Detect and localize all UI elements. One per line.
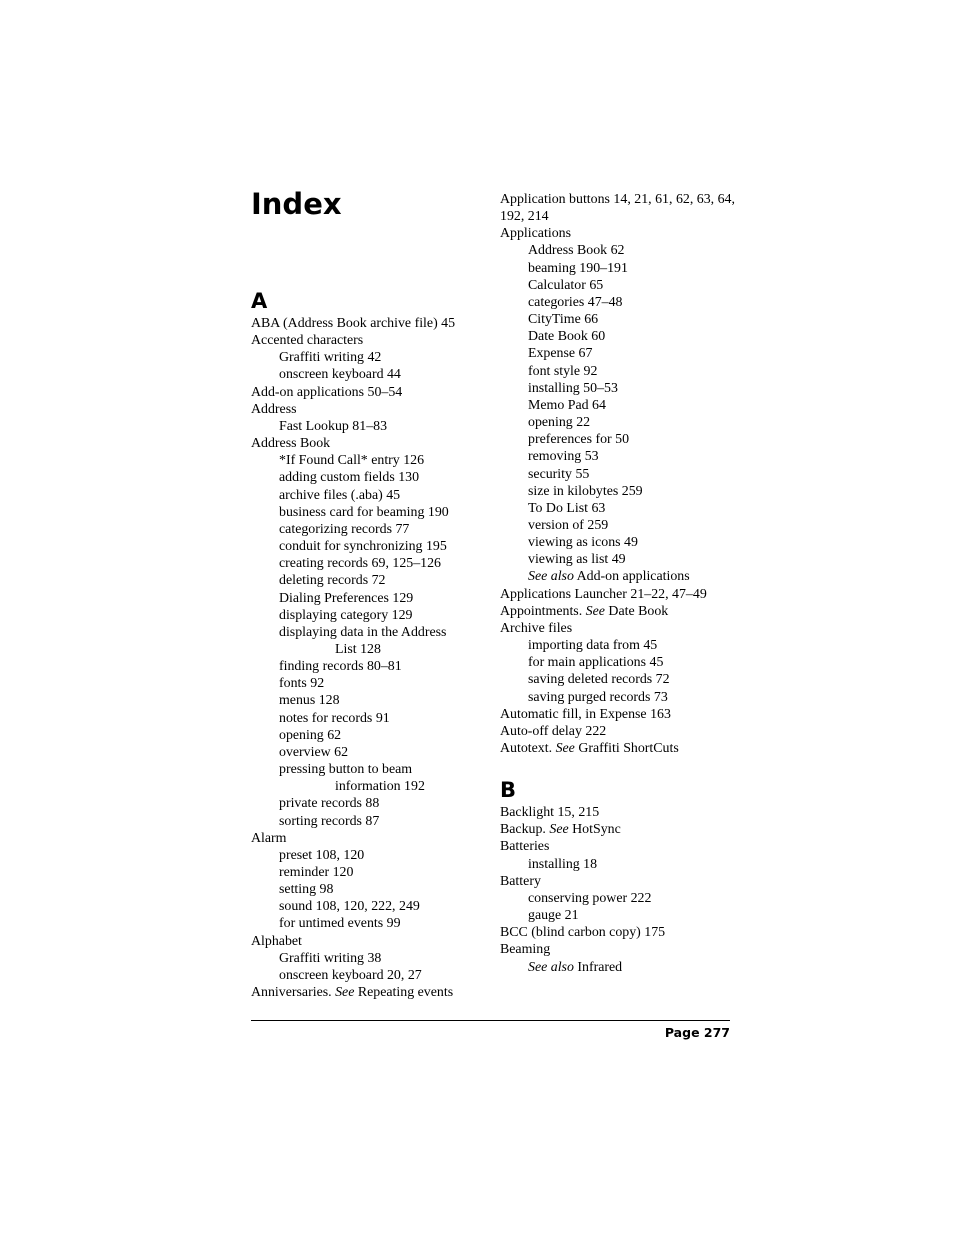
see-reference-label: See — [335, 985, 355, 1001]
index-entry-text: conduit for synchronizing 195 — [279, 539, 447, 555]
see-reference-label: See — [585, 603, 605, 619]
index-entry — [251, 864, 489, 881]
index-entry-text: BCC (blind carbon copy) 175 — [500, 925, 666, 941]
index-entry — [500, 706, 738, 723]
index-entry — [500, 225, 738, 242]
index-entry-text: displaying category 129 — [279, 607, 413, 623]
index-entry-text: gauge 21 — [528, 908, 579, 924]
index-entry-text: onscreen keyboard 44 — [279, 367, 401, 383]
index-entry — [251, 933, 489, 950]
index-entry-text: List 128 — [335, 641, 381, 657]
index-entry — [251, 521, 489, 538]
see-reference-target: Graffiti ShortCuts — [574, 741, 679, 756]
index-entry — [500, 941, 738, 958]
index-entry — [500, 414, 738, 431]
index-entry — [500, 191, 738, 225]
index-entry — [251, 727, 489, 744]
index-entry — [251, 418, 489, 435]
index-entry-text: CityTime 66 — [528, 312, 599, 328]
index-entry — [251, 487, 489, 504]
index-entry — [500, 723, 738, 740]
index-entry — [251, 315, 489, 332]
index-entry-text: notes for records 91 — [279, 710, 390, 726]
index-entry — [500, 483, 738, 500]
index-entry-text: overview 62 — [279, 744, 349, 760]
index-entry — [500, 568, 738, 585]
index-column-right — [500, 191, 738, 976]
index-entry — [500, 363, 738, 380]
index-entry-text: creating records 69, 125–126 — [279, 556, 442, 572]
index-entry — [500, 380, 738, 397]
index-entry-text: removing 53 — [528, 449, 599, 465]
index-entry — [500, 431, 738, 448]
index-entry-text: setting 98 — [279, 882, 334, 898]
index-entry — [500, 534, 738, 551]
index-entry — [500, 500, 738, 517]
index-entry — [500, 671, 738, 688]
index-entry-text: saving purged records 73 — [528, 689, 668, 705]
index-entry — [500, 654, 738, 671]
index-entry-text: preset 108, 120 — [279, 847, 365, 863]
index-entry-text: Address — [251, 401, 297, 417]
index-entry-text: Backup. — [500, 822, 550, 838]
index-entry — [500, 637, 738, 654]
index-entry-text: Autotext. — [500, 741, 556, 756]
index-entry — [500, 603, 738, 620]
section-letter-heading: B — [500, 778, 517, 803]
index-entry-text: size in kilobytes 259 — [528, 483, 643, 499]
index-entry-text: deleting records 72 — [279, 573, 386, 589]
index-entry-text: Applications — [500, 226, 571, 242]
index-entry-text: Auto-off delay 222 — [500, 723, 607, 739]
index-entry-text: Graffiti writing 38 — [279, 950, 382, 966]
index-entry-text: Expense 67 — [528, 346, 593, 362]
index-entry-text: Alphabet — [251, 933, 302, 949]
index-entry-text: Address Book 62 — [528, 243, 625, 259]
index-entry-text: Beaming — [500, 942, 551, 958]
index-entry-text: finding records 80–81 — [279, 659, 402, 675]
index-entry-text: onscreen keyboard 20, 27 — [279, 967, 422, 983]
index-entry — [500, 620, 738, 637]
index-entry-text: for main applications 45 — [528, 655, 664, 671]
index-entry — [500, 586, 738, 603]
index-entry — [251, 538, 489, 555]
index-entry-text: preferences for 50 — [528, 432, 630, 448]
index-entry — [251, 950, 489, 967]
index-entry — [500, 959, 738, 976]
index-entry-text: Anniversaries. — [251, 985, 336, 1001]
index-entry-text: viewing as list 49 — [528, 552, 626, 568]
index-entry-text: installing 18 — [528, 856, 598, 872]
index-entry — [500, 804, 738, 821]
index-entry — [251, 384, 489, 401]
index-entry-text: displaying data in the Address — [279, 624, 447, 640]
index-entry-text: for untimed events 99 — [279, 916, 401, 932]
index-entry — [251, 624, 489, 641]
index-entry — [500, 517, 738, 534]
index-entry — [500, 311, 738, 328]
index-entry — [251, 881, 489, 898]
index-entry-text: Accented characters — [251, 333, 364, 349]
footer-rule — [251, 1020, 730, 1021]
index-entry — [251, 607, 489, 624]
index-entry-text: categories 47–48 — [528, 294, 623, 310]
index-entry-text: installing 50–53 — [528, 380, 618, 396]
index-entry — [500, 466, 738, 483]
index-entry — [500, 260, 738, 277]
index-entry — [251, 504, 489, 521]
index-entry-text: Date Book 60 — [528, 329, 606, 345]
index-entry — [251, 366, 489, 383]
index-entry — [500, 856, 738, 873]
index-entry — [251, 744, 489, 761]
index-entry-text: Graffiti writing 42 — [279, 350, 382, 366]
index-entry — [251, 761, 489, 778]
page-number: Page 277 — [664, 1025, 730, 1040]
see-reference-target: Repeating events — [354, 985, 454, 1001]
index-entry — [500, 907, 738, 924]
index-entry-text: Calculator 65 — [528, 277, 604, 293]
see-reference-label: See — [555, 741, 575, 756]
index-entry-text: beaming 190–191 — [528, 260, 628, 276]
index-entry — [500, 345, 738, 362]
index-entry — [500, 924, 738, 941]
index-entry — [500, 873, 738, 890]
index-entry — [251, 967, 489, 984]
see-reference-label: See also — [528, 959, 574, 975]
index-entry — [251, 555, 489, 572]
index-entry — [500, 689, 738, 706]
index-entry-text: Application buttons 14, 21, 61, 62, 63, 64, 192, 214 — [500, 192, 735, 225]
index-entry — [251, 675, 489, 692]
index-entry — [251, 452, 489, 469]
index-entry — [251, 692, 489, 709]
index-entry — [500, 551, 738, 568]
section-letter-heading: A — [251, 289, 268, 313]
index-entry-text: pressing button to beam — [279, 762, 413, 778]
index-entry-text: Fast Lookup 81–83 — [279, 418, 388, 434]
index-entry-text: Alarm — [251, 830, 287, 846]
index-entry-text: opening 62 — [279, 727, 342, 743]
index-entry-text: Automatic fill, in Expense 163 — [500, 706, 671, 722]
index-entry-text: viewing as icons 49 — [528, 535, 638, 551]
index-entry — [500, 277, 738, 294]
see-reference-target: Infrared — [573, 959, 623, 975]
index-entry — [251, 915, 489, 932]
index-entry — [500, 890, 738, 907]
index-column-left — [251, 289, 489, 1001]
index-entry-text: fonts 92 — [279, 676, 325, 692]
index-entry-text: importing data from 45 — [528, 638, 658, 654]
index-entry — [500, 821, 738, 838]
index-entry-text: reminder 120 — [279, 865, 354, 880]
index-entry — [251, 435, 489, 452]
index-entry-text: business card for beaming 190 — [279, 504, 449, 520]
index-entry-text: version of 259 — [528, 517, 609, 533]
index-entry — [251, 830, 489, 847]
index-entry-text: font style 92 — [528, 363, 598, 379]
index-entry-text: categorizing records 77 — [279, 521, 410, 537]
index-entry — [251, 590, 489, 607]
index-entry-text: Applications Launcher 21–22, 47–49 — [500, 586, 707, 602]
index-entry-text: menus 128 — [279, 693, 340, 709]
see-reference-label: See also — [528, 569, 574, 585]
index-entry-text: Appointments. — [500, 603, 586, 619]
index-entry-text: Archive files — [500, 620, 573, 636]
index-entry — [251, 349, 489, 366]
index-entry — [251, 658, 489, 675]
index-entry — [500, 448, 738, 465]
index-entry — [251, 795, 489, 812]
index-entry — [500, 838, 738, 855]
index-entry-text: To Do List 63 — [528, 500, 606, 516]
see-reference-target: HotSync — [568, 822, 621, 838]
index-entry — [500, 740, 738, 757]
index-entry-text: information 192 — [335, 779, 425, 795]
index-entry — [251, 710, 489, 727]
index-entry — [251, 641, 489, 658]
index-entry-text: Dialing Preferences 129 — [279, 590, 414, 606]
index-entry — [500, 328, 738, 345]
index-entry-text: Backlight 15, 215 — [500, 805, 600, 821]
index-entry-text: security 55 — [528, 466, 590, 482]
index-entry-text: private records 88 — [279, 796, 380, 812]
index-entry-text: ABA (Address Book archive file) 45 — [251, 316, 456, 331]
index-entry-text: conserving power 222 — [528, 890, 652, 906]
index-entry-text: Address Book — [251, 436, 331, 452]
see-reference-target: Add-on applications — [573, 569, 690, 585]
index-entry — [251, 401, 489, 418]
index-entry-text: Add-on applications 50–54 — [251, 384, 403, 400]
index-entry-text: archive files (.aba) 45 — [279, 487, 401, 503]
index-entry-text: sound 108, 120, 222, 249 — [279, 899, 420, 915]
index-entry — [251, 898, 489, 915]
index-entry-text: Memo Pad 64 — [528, 397, 606, 413]
index-entry — [251, 847, 489, 864]
see-reference-target: Date Book — [604, 603, 669, 619]
index-entry-text: Battery — [500, 873, 541, 889]
index-entry-text: sorting records 87 — [279, 813, 380, 829]
index-entry-text: Batteries — [500, 839, 550, 855]
index-entry — [251, 813, 489, 830]
index-entry — [500, 242, 738, 259]
index-entry — [500, 294, 738, 311]
index-entry — [251, 984, 489, 1001]
index-entry — [251, 572, 489, 589]
index-entry-text: *If Found Call* entry 126 — [279, 453, 425, 469]
index-entry-text: saving deleted records 72 — [528, 672, 670, 688]
index-entry — [251, 469, 489, 486]
index-entry-text: opening 22 — [528, 415, 591, 431]
index-entry — [251, 778, 489, 795]
see-reference-label: See — [549, 822, 569, 838]
index-entry — [500, 397, 738, 414]
page-title: Index — [251, 187, 342, 221]
index-entry — [251, 332, 489, 349]
index-entry-text: adding custom fields 130 — [279, 470, 420, 486]
